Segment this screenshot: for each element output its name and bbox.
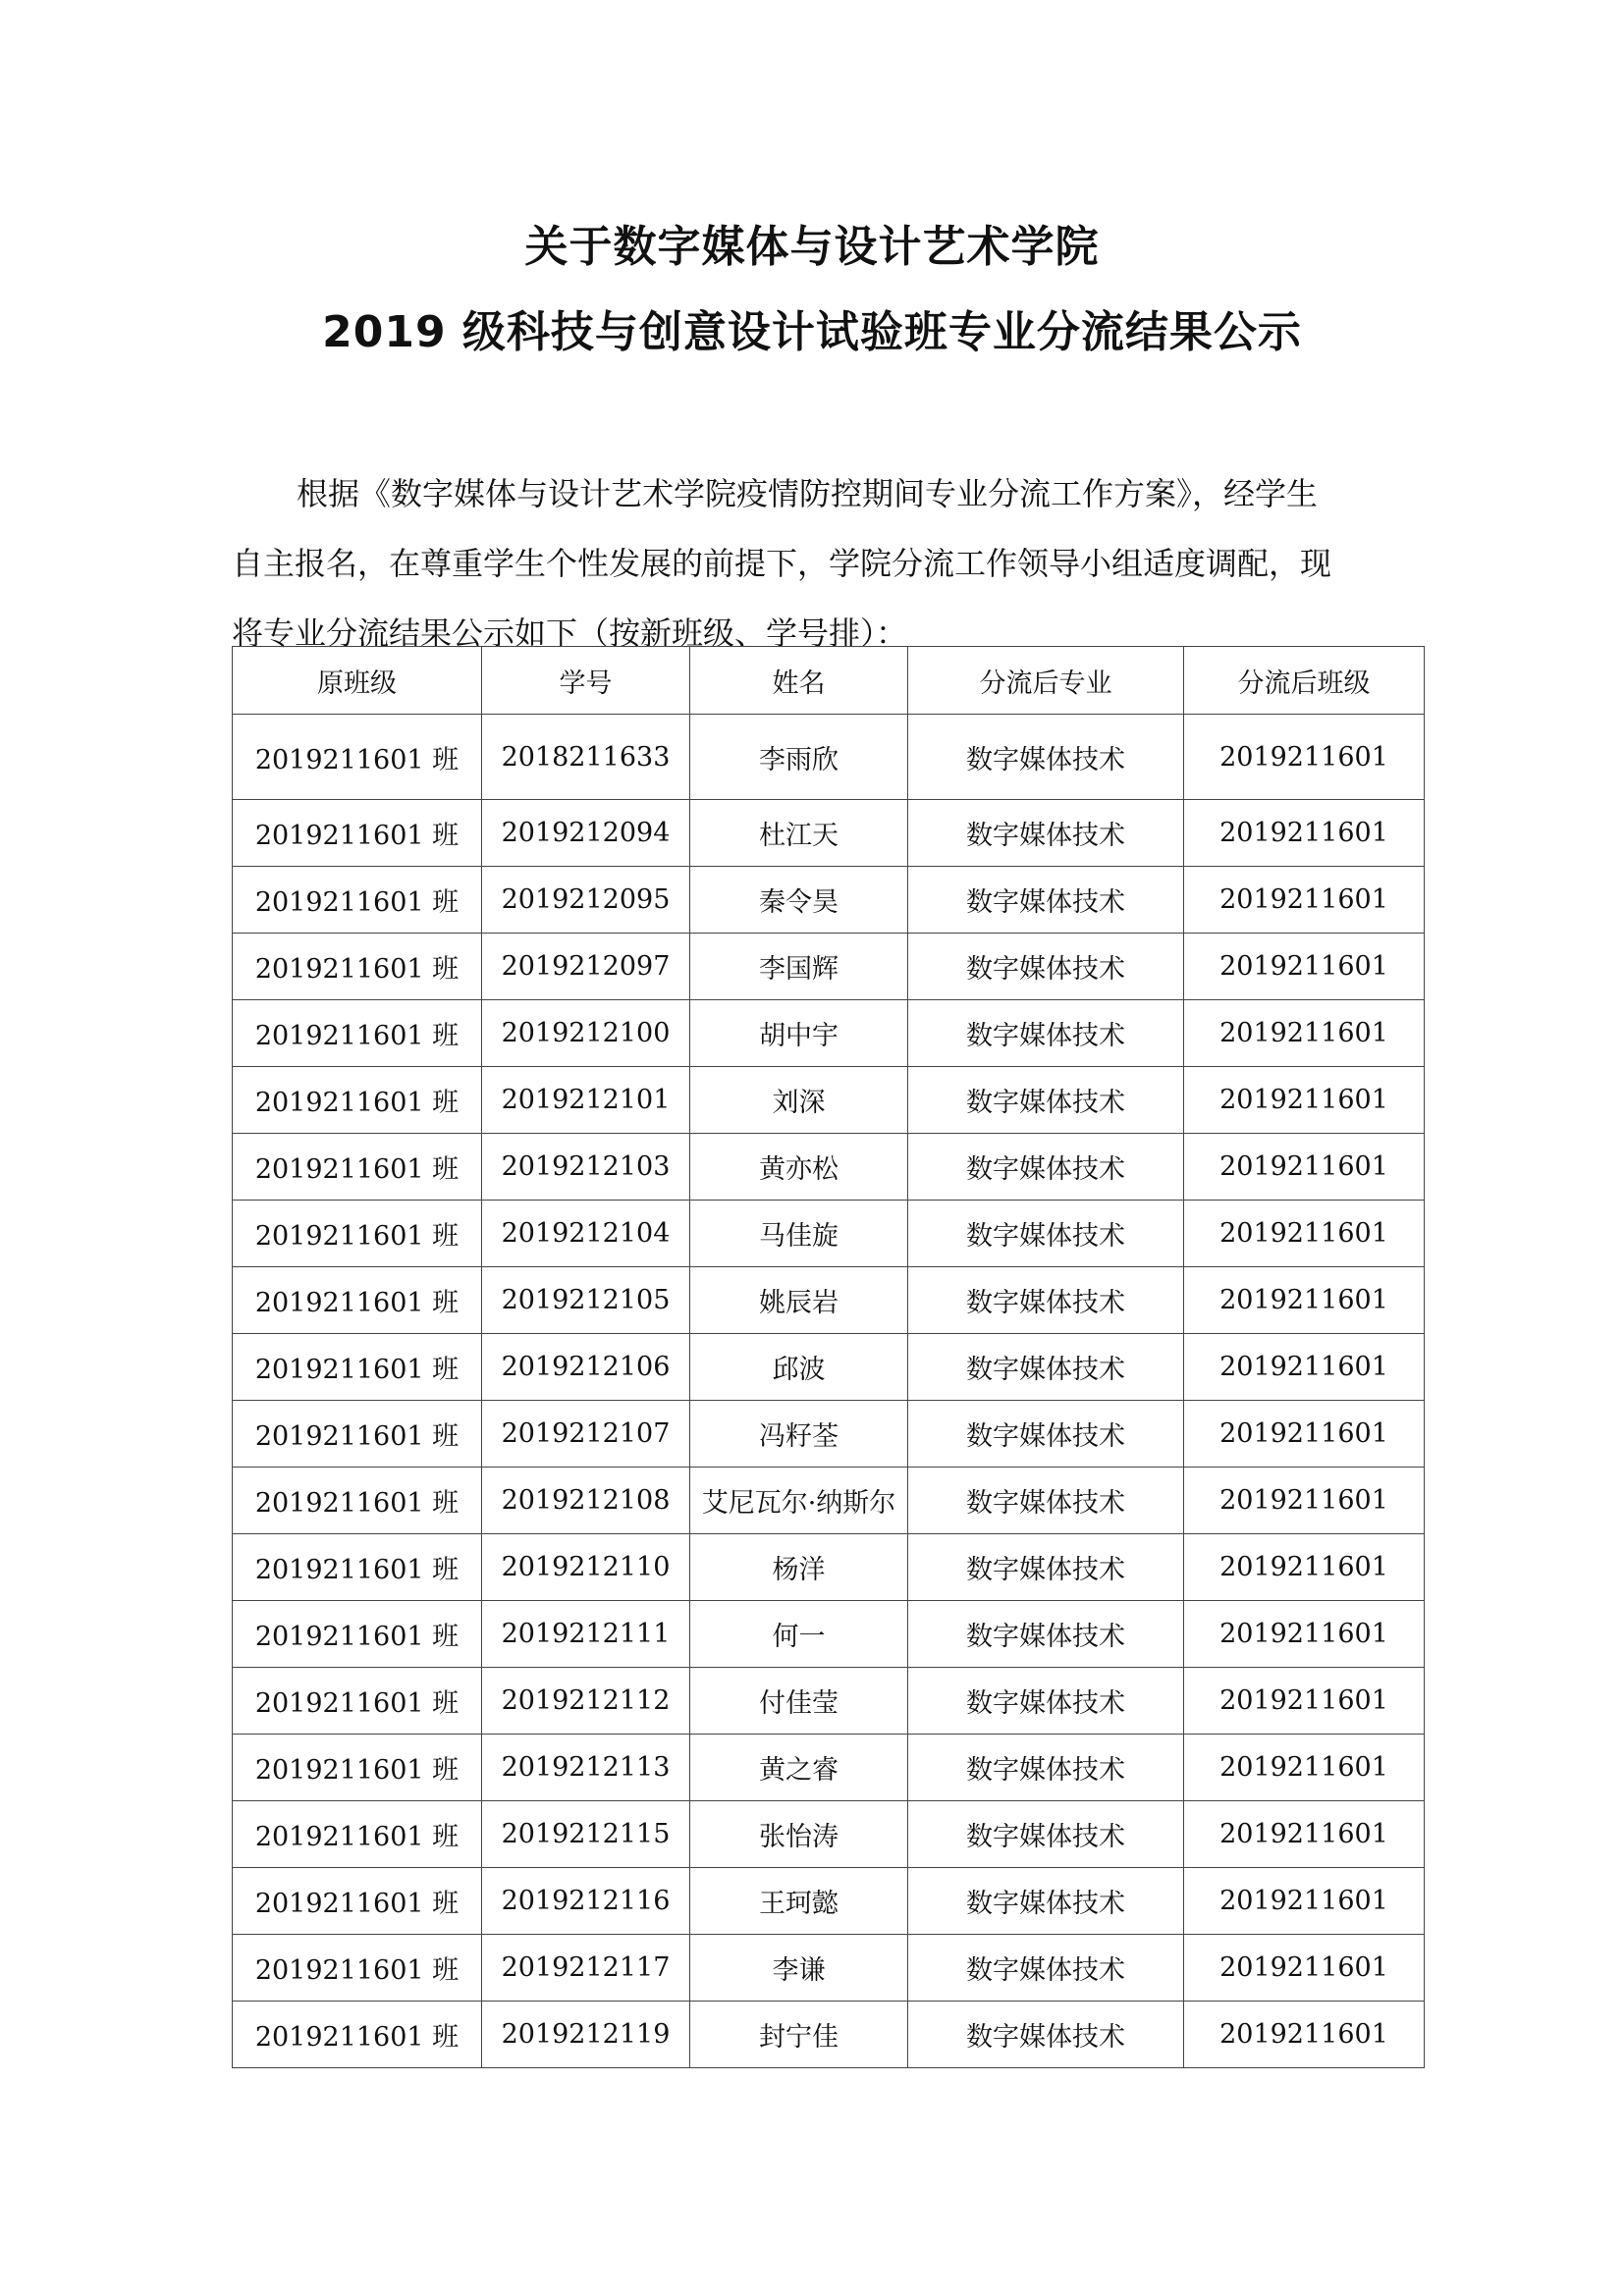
cell-name: 刘深 <box>690 1067 908 1134</box>
cell-original-class: 2019211601 班 <box>233 1000 482 1067</box>
cell-student-id: 2019212103 <box>482 1134 690 1201</box>
cell-original-class: 2019211601 班 <box>233 1201 482 1267</box>
cell-student-id: 2019212094 <box>482 800 690 867</box>
cell-new-class: 2019211601 <box>1184 1735 1425 1801</box>
cell-name: 张怡涛 <box>690 1801 908 1868</box>
cell-new-major: 数字媒体技术 <box>908 1067 1184 1134</box>
cell-original-class: 2019211601 班 <box>233 1134 482 1201</box>
table-row <box>233 1134 1425 1201</box>
cell-name: 封宁佳 <box>690 2002 908 2068</box>
cell-name: 杜江天 <box>690 800 908 867</box>
cell-original-class: 2019211601 班 <box>233 1801 482 1868</box>
header-original-class: 原班级 <box>233 647 482 715</box>
cell-student-id: 2019212105 <box>482 1267 690 1334</box>
table-row <box>233 1468 1425 1534</box>
intro-paragraph <box>232 459 1410 668</box>
results-table <box>232 646 1425 2068</box>
cell-new-major: 数字媒体技术 <box>908 1935 1184 2002</box>
cell-student-id: 2019212112 <box>482 1668 690 1735</box>
intro-line: 将专业分流结果公示如下（按新班级、学号排）： <box>232 614 908 652</box>
cell-name: 马佳旋 <box>690 1201 908 1267</box>
cell-name: 李雨欣 <box>690 715 908 800</box>
cell-original-class: 2019211601 班 <box>233 1935 482 2002</box>
cell-new-class: 2019211601 <box>1184 934 1425 1000</box>
cell-new-class: 2019211601 <box>1184 1668 1425 1735</box>
cell-new-class: 2019211601 <box>1184 1468 1425 1534</box>
table-body <box>233 715 1425 2068</box>
cell-student-id: 2019212116 <box>482 1868 690 1935</box>
cell-new-class: 2019211601 <box>1184 1534 1425 1601</box>
table-row <box>233 1201 1425 1267</box>
cell-new-major: 数字媒体技术 <box>908 1000 1184 1067</box>
cell-student-id: 2019212104 <box>482 1201 690 1267</box>
cell-new-class: 2019211601 <box>1184 715 1425 800</box>
cell-new-class: 2019211601 <box>1184 1935 1425 2002</box>
cell-new-major: 数字媒体技术 <box>908 1401 1184 1468</box>
cell-new-major: 数字媒体技术 <box>908 1534 1184 1601</box>
cell-new-major: 数字媒体技术 <box>908 1267 1184 1334</box>
cell-new-class: 2019211601 <box>1184 1000 1425 1067</box>
cell-original-class: 2019211601 班 <box>233 2002 482 2068</box>
table-row <box>233 1401 1425 1468</box>
header-student-id: 学号 <box>482 647 690 715</box>
cell-original-class: 2019211601 班 <box>233 1334 482 1401</box>
table-row <box>233 1267 1425 1334</box>
cell-original-class: 2019211601 班 <box>233 715 482 800</box>
cell-new-class: 2019211601 <box>1184 1601 1425 1668</box>
table-row <box>233 1801 1425 1868</box>
cell-student-id: 2019212101 <box>482 1067 690 1134</box>
table-row <box>233 867 1425 934</box>
cell-name: 付佳莹 <box>690 1668 908 1735</box>
cell-original-class: 2019211601 班 <box>233 800 482 867</box>
intro-line: 根据《数字媒体与设计艺术学院疫情防控期间专业分流工作方案》，经学生 <box>297 475 1319 512</box>
cell-new-class: 2019211601 <box>1184 867 1425 934</box>
cell-student-id: 2019212119 <box>482 2002 690 2068</box>
cell-student-id: 2019212106 <box>482 1334 690 1401</box>
cell-name: 艾尼瓦尔·纳斯尔 <box>690 1468 908 1534</box>
cell-new-class: 2019211601 <box>1184 1201 1425 1267</box>
cell-name: 王珂懿 <box>690 1868 908 1935</box>
cell-name: 冯籽荃 <box>690 1401 908 1468</box>
cell-new-major: 数字媒体技术 <box>908 1668 1184 1735</box>
cell-original-class: 2019211601 班 <box>233 1601 482 1668</box>
cell-student-id: 2019212097 <box>482 934 690 1000</box>
cell-student-id: 2019212117 <box>482 1935 690 2002</box>
table-row <box>233 2002 1425 2068</box>
cell-new-major: 数字媒体技术 <box>908 1868 1184 1935</box>
cell-original-class: 2019211601 班 <box>233 934 482 1000</box>
table-row <box>233 715 1425 800</box>
cell-original-class: 2019211601 班 <box>233 1468 482 1534</box>
table-row <box>233 1668 1425 1735</box>
cell-name: 李国辉 <box>690 934 908 1000</box>
cell-student-id: 2019212108 <box>482 1468 690 1534</box>
header-name: 姓名 <box>690 647 908 715</box>
cell-student-id: 2019212115 <box>482 1801 690 1868</box>
cell-student-id: 2019212095 <box>482 867 690 934</box>
cell-new-major: 数字媒体技术 <box>908 1201 1184 1267</box>
table-row <box>233 1000 1425 1067</box>
document-title-line2: 2019 级科技与创意设计试验班专业分流结果公示 <box>322 307 1302 357</box>
cell-name: 胡中宇 <box>690 1000 908 1067</box>
cell-student-id: 2019212100 <box>482 1000 690 1067</box>
cell-student-id: 2018211633 <box>482 715 690 800</box>
table-row <box>233 800 1425 867</box>
cell-original-class: 2019211601 班 <box>233 1401 482 1468</box>
cell-name: 李谦 <box>690 1935 908 2002</box>
cell-student-id: 2019212111 <box>482 1601 690 1668</box>
cell-new-major: 数字媒体技术 <box>908 867 1184 934</box>
cell-original-class: 2019211601 班 <box>233 1868 482 1935</box>
cell-new-major: 数字媒体技术 <box>908 934 1184 1000</box>
cell-new-class: 2019211601 <box>1184 1801 1425 1868</box>
cell-name: 杨洋 <box>690 1534 908 1601</box>
cell-new-major: 数字媒体技术 <box>908 1134 1184 1201</box>
table-row <box>233 1868 1425 1935</box>
cell-new-class: 2019211601 <box>1184 1868 1425 1935</box>
cell-new-major: 数字媒体技术 <box>908 1601 1184 1668</box>
table-row <box>233 934 1425 1000</box>
cell-new-class: 2019211601 <box>1184 1401 1425 1468</box>
cell-name: 姚辰岩 <box>690 1267 908 1334</box>
cell-student-id: 2019212107 <box>482 1401 690 1468</box>
cell-new-major: 数字媒体技术 <box>908 715 1184 800</box>
table-row <box>233 1735 1425 1801</box>
table-row <box>233 1334 1425 1401</box>
cell-new-major: 数字媒体技术 <box>908 1735 1184 1801</box>
cell-new-class: 2019211601 <box>1184 1067 1425 1134</box>
table-row <box>233 1935 1425 2002</box>
document-title-line1: 关于数字媒体与设计艺术学院 <box>524 222 1100 272</box>
cell-original-class: 2019211601 班 <box>233 1735 482 1801</box>
cell-new-class: 2019211601 <box>1184 2002 1425 2068</box>
cell-new-class: 2019211601 <box>1184 1134 1425 1201</box>
cell-new-major: 数字媒体技术 <box>908 800 1184 867</box>
cell-new-class: 2019211601 <box>1184 1267 1425 1334</box>
table-row <box>233 1067 1425 1134</box>
cell-original-class: 2019211601 班 <box>233 1534 482 1601</box>
cell-name: 黄之睿 <box>690 1735 908 1801</box>
table-header-row <box>233 647 1425 715</box>
cell-student-id: 2019212113 <box>482 1735 690 1801</box>
cell-name: 黄亦松 <box>690 1134 908 1201</box>
cell-name: 邱波 <box>690 1334 908 1401</box>
cell-original-class: 2019211601 班 <box>233 1267 482 1334</box>
header-new-major: 分流后专业 <box>908 647 1184 715</box>
cell-student-id: 2019212110 <box>482 1534 690 1601</box>
intro-line: 自主报名，在尊重学生个性发展的前提下，学院分流工作领导小组适度调配，现 <box>232 545 1332 582</box>
cell-original-class: 2019211601 班 <box>233 867 482 934</box>
cell-new-major: 数字媒体技术 <box>908 2002 1184 2068</box>
cell-new-major: 数字媒体技术 <box>908 1468 1184 1534</box>
header-new-class: 分流后班级 <box>1184 647 1425 715</box>
cell-original-class: 2019211601 班 <box>233 1067 482 1134</box>
cell-original-class: 2019211601 班 <box>233 1668 482 1735</box>
cell-name: 秦令昊 <box>690 867 908 934</box>
cell-new-major: 数字媒体技术 <box>908 1334 1184 1401</box>
cell-new-class: 2019211601 <box>1184 800 1425 867</box>
table-row <box>233 1601 1425 1668</box>
table-row <box>233 1534 1425 1601</box>
cell-name: 何一 <box>690 1601 908 1668</box>
cell-new-major: 数字媒体技术 <box>908 1801 1184 1868</box>
cell-new-class: 2019211601 <box>1184 1334 1425 1401</box>
